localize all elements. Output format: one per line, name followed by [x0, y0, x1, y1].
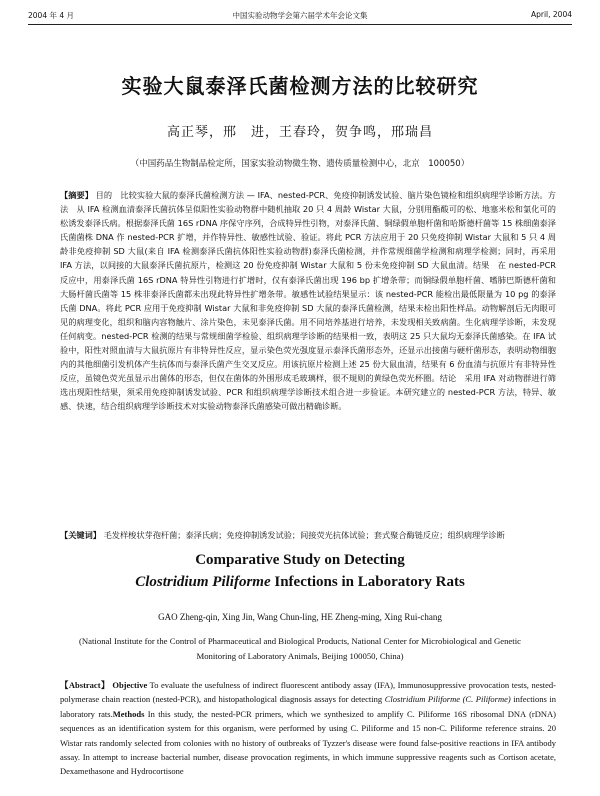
chinese-keywords-text: 毛发样梭状芽孢杆菌；泰泽氏病；免疫抑制诱发试验；间接荧光抗体试验；套式聚合酶链反应；组织病理学诊断 — [103, 530, 505, 540]
english-methods-label: Methods — [112, 708, 145, 719]
header-rule — [28, 24, 572, 25]
english-affiliation: (National Institute for the Control of Pharmaceutical and Biological Products, National Center for Microbiological and Genetic Monitoring of Laboratory Animals, Beijing 100050, China) — [79, 636, 521, 661]
header-journal: 中国实验动物学会第六届学术年会论文集 — [232, 11, 368, 20]
chinese-keywords — [60, 528, 556, 542]
english-title-line2 — [0, 574, 600, 591]
english-abstract-part1: To evaluate the usefulness of indirect fluorescent antibody assay (IFA), Immunosuppressive provocation tests, nested-polymerase chain reaction (nested-PCR), and histopathological diagnosis assays for detecting — [60, 680, 556, 705]
english-objective-label: Objective — [112, 680, 148, 690]
english-abstract — [60, 678, 556, 779]
running-header — [28, 10, 572, 24]
english-authors: GAO Zheng-qin, Xing Jin, Wang Chun-ling, HE Zheng-ming, Xing Rui-chang — [158, 612, 442, 622]
english-abstract-genus: Clostridium Piliforme (C. Piliforme) — [384, 694, 511, 705]
english-abstract-part3: In this study, the nested-PCR primers, which we synthesized to amplify C. Piliforme 16S ribosomal DNA (rDNA) sequences as an identification system for this organism, were performed by using C. Piliforme and 15 non-C. Piliforme reference strains. 20 Wistar rats randomly selected from colonies with no history of outbreaks of Tyzzer's disease were found false-positive reactions in IFA antibody assay. In attempt to increase bacterial number, disease provocation regiments, in which immune suppressive reagents such as Cortison acetate, Dexamethasone and Hydrocortisone — [60, 708, 557, 777]
english-abstract-label: 【Abstract】 — [60, 680, 110, 690]
chinese-abstract — [60, 188, 556, 414]
english-title-line1: Comparative Study on Detecting — [195, 552, 405, 568]
chinese-authors: 高正琴，邢 进，王春玲，贺争鸣，邢瑞昌 — [166, 125, 433, 140]
english-title-genus: Clostridium Piliforme — [135, 574, 271, 590]
english-title-rest: Infections in Laboratory Rats — [270, 574, 465, 590]
chinese-abstract-label: 【摘要】 — [60, 190, 93, 200]
chinese-affiliation: （中国药品生物制品检定所，国家实验动物微生物、遗传质量检测中心，北京 100050） — [130, 159, 470, 169]
header-date-en: April, 2004 — [531, 10, 572, 19]
header-date: 2004 年 4 月 — [28, 11, 75, 20]
english-abstract-part2: infections in laboratory rats. — [60, 694, 556, 719]
chinese-keywords-label: 【关键词】 — [60, 530, 101, 540]
chinese-abstract-text: 目的 比较实验大鼠的泰泽氏菌检测方法 — IFA、nested-PCR、免疫抑制诱发试验、脑片染色镜检和组织病理学诊断方法。方法 从 IFA 检测血清泰泽氏菌抗体呈似阳性实验动物群中随机抽取 20 只 4 周龄 Wistar 大鼠，分别用酯酸可的松、地塞米松和氯化可的松诱发泰泽氏病。根据泰泽氏菌 16S rDNA 序保守序列，合成特异性引物，对泰泽氏菌、铜绿假单胞杆菌和哈斯德杆菌等 15 株细菌泰泽氏菌菌株 DNA 作 nested-PCR 扩增，并作特异性、敏感性试验、验证。将此 PCR 方法应用于 20 只免疫抑制 Wistar 大鼠和 5 只 4 周龄非免疫抑制 SD 大鼠(来自 IFA 检测泰泽氏菌抗体阳性实验动物群)泰泽氏菌检测，并作常规细菌学检测和病理学检测；同时，再采用 IFA 方法，以间接的大鼠泰泽氏菌抗原片，检测这 20 份免疫抑制 Wistar 大鼠和 5 份未免疫抑制 SD 大鼠血清。结果 在 nested-PCR 反应中，用泰泽氏菌 16S rDNA 特异性引物进行扩增时，仅有泰泽氏菌出现 196 bp 扩增条带；而铜绿假单胞杆菌、嗜肺巴斯德杆菌和大肠杆菌氏菌等 15 株非泰泽氏菌都未出现此特异性扩增条带。敏感性试验结果显示：该 nested-PCR 能检出最低限量为 10 pg 的泰泽氏菌 DNA。将此 PCR 应用于免疫抑制 Wistar 大鼠和非免疫抑制 SD 大鼠的泰泽氏菌检测，结果未检出阳性样品。动物解剖后无肉眼可见的病理变化，组织和脑内容物触片、涂片染色，未见泰泽氏菌。用不同培养基进行培养，未发现相关致病菌。生化病理学诊断，未发现任何病变。nested-PCR 检测的结果与常规细菌学检验、组织病理学诊断的结果相一致，表明这 25 只大鼠均无泰泽氏菌感染。在 IFA 试验中，阳性对照血清与大鼠抗原片有非特异性反应，显示染色荧光强度显示泰泽氏菌形态外，还显示出接菌与硬杆菌形态，表明动物细胞内的其他细菌引发机体产生抗体而与泰泽氏菌产生交叉反应。用该抗原片检测上述 25 份大鼠血清，结果有 6 份血清与抗原片有非特异性反应，虽镜色荧光虽显示出菌体的形态，但仅在菌体的外围形成毛玻璃样，很不規则的黄绿色荧光杯圈。结论 采用 IFA 对动物群进行筛选出现阳性结果，须采用免疫抑制诱发试验、PCR 和组织病理学诊断技术组合进一步验证。本研究建立的 nested-PCR 方法，特异、敏感、快速，结合组织病理学诊断技术对实验动物泰泽氏菌感染可做出精确诊断。 — [60, 190, 556, 412]
chinese-title: 实验大鼠泰泽氏菌检测方法的比较研究 — [121, 74, 479, 98]
